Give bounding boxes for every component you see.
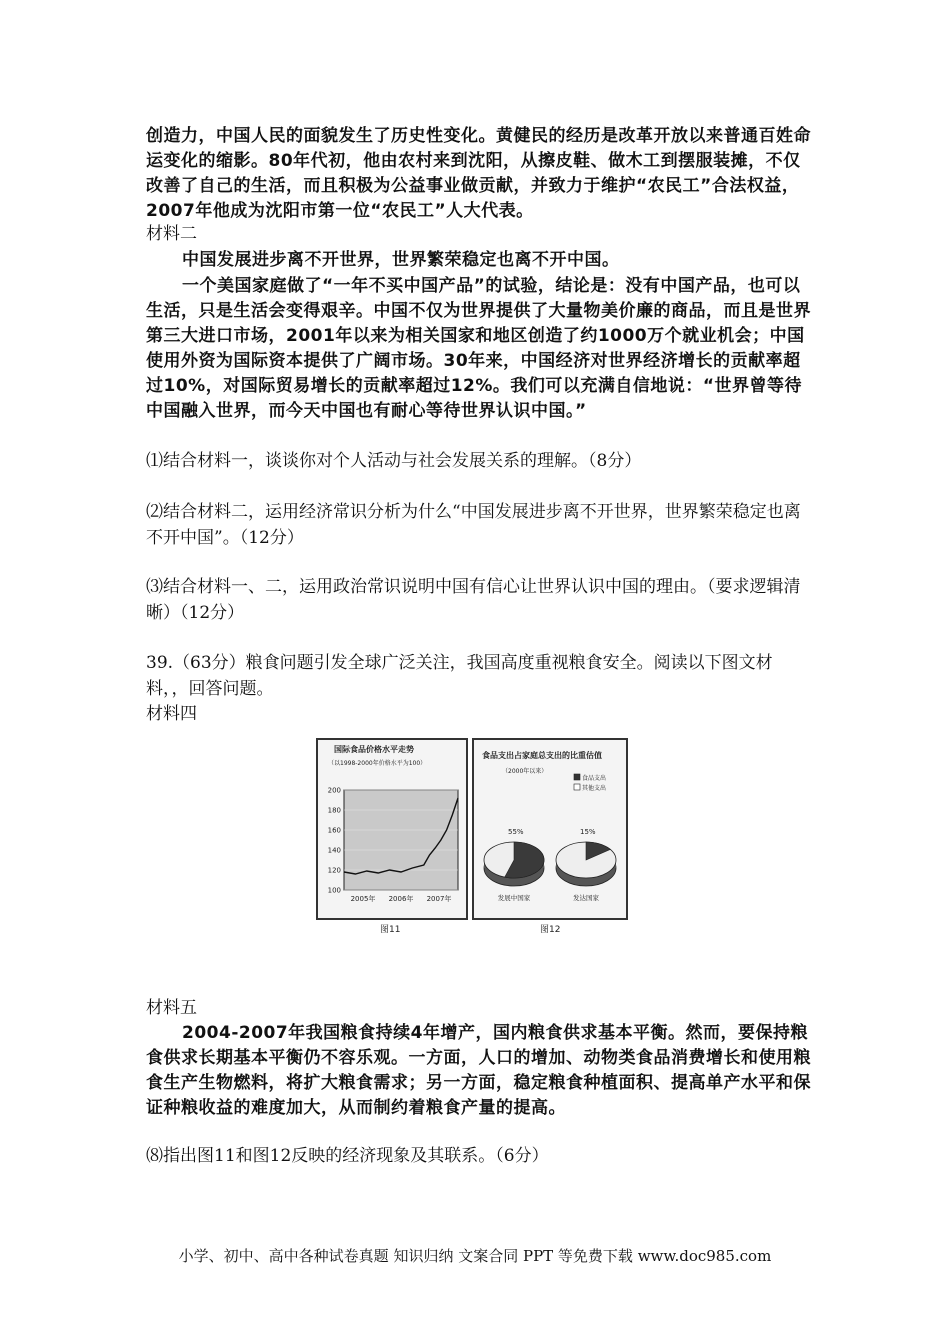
y-tick-label: 100 xyxy=(327,886,341,895)
question-1: ⑴结合材料一，谈谈你对个人活动与社会发展关系的理解。（8分） xyxy=(146,451,642,471)
legend-label: 其他支出 xyxy=(582,785,607,792)
chart-11-title: 国际食品价格水平走势 xyxy=(334,745,414,754)
y-tick-label: 200 xyxy=(327,786,341,795)
y-tick-label: 140 xyxy=(327,846,341,855)
chart-11-subtitle: （以1998-2000年价格水平为100） xyxy=(328,760,427,767)
chart-12-svg xyxy=(474,740,626,918)
material4-label: 材料四 xyxy=(146,704,197,724)
material2-label: 材料二 xyxy=(146,224,197,244)
figure-charts xyxy=(312,738,630,948)
x-tick-label: 2007年 xyxy=(426,895,452,903)
legend-swatch xyxy=(574,774,580,780)
y-tick-label: 160 xyxy=(327,826,341,835)
legend-label: 食品支出 xyxy=(582,775,607,782)
y-tick-label: 120 xyxy=(327,866,341,875)
question-2: ⑵结合材料二，运用经济常识分析为什么“中国发展进步离不开世界，世界繁荣稳定也离不开中国”。（12分） xyxy=(146,502,801,548)
page-footer: 小学、初中、高中各种试卷真题 知识归纳 文案合同 PPT 等免费下载 www.doc985.com xyxy=(178,1247,772,1265)
paragraph-material1-continued: 创造力，中国人民的面貌发生了历史性变化。黄健民的经历是改革开放以来普通百姓命运变化的缩影。80年代初，他由农村来到沈阳，从擦皮鞋、做木工到摆服装摊，不仅改善了自己的生活，而且积极为公益事业做贡献，并致力于维护“农民工”合法权益，2007年他成为沈阳市第一位“农民工”人大代表。 xyxy=(146,126,811,221)
y-tick-label: 180 xyxy=(327,806,341,815)
x-tick-label: 2006年 xyxy=(388,895,414,903)
chart-11-panel xyxy=(316,738,468,920)
chart-12-subtitle: （2000年以来） xyxy=(502,768,548,775)
chart-11-svg xyxy=(318,740,466,918)
legend-swatch xyxy=(574,784,580,790)
question-39: 39.（63分）粮食问题引发全球广泛关注，我国高度重视粮食安全。阅读以下图文材料，，回答问题。 xyxy=(146,653,773,699)
pie-category-label: 发达国家 xyxy=(573,894,599,902)
pie-value-label: 55% xyxy=(508,828,524,836)
pie-category-label: 发展中国家 xyxy=(497,894,531,902)
material5-label: 材料五 xyxy=(146,998,197,1018)
pie-value-label: 15% xyxy=(580,828,596,836)
x-tick-label: 2005年 xyxy=(350,895,376,903)
chart-11-caption: 图11 xyxy=(380,925,401,935)
material2-body: 一个美国家庭做了“一年不买中国产品”的试验，结论是：没有中国产品，也可以生活，只是生活会变得艰辛。中国不仅为世界提供了大量物美价廉的商品，而且是世界第三大进口市场，2001年以来为相关国家和地区创造了约1000万个就业机会；中国使用外资为国际资本提供了广阔市场。30年来，中国经济对世界经济增长的贡献率超过10%，对国际贸易增长的贡献率超过12%。我们可以充满自信地说：“世界曾等待中国融入世界，而今天中国也有耐心等待世界认识中国。” xyxy=(146,276,811,421)
material2-intro: 中国发展进步离不开世界，世界繁荣稳定也离不开中国。 xyxy=(182,250,620,270)
chart-12-panel xyxy=(472,738,628,920)
chart-12-title: 食品支出占家庭总支出的比重估值 xyxy=(482,751,602,760)
chart-12-caption: 图12 xyxy=(540,925,561,935)
question-3: ⑶结合材料一、二，运用政治常识说明中国有信心让世界认识中国的理由。（要求逻辑清晰）（12分） xyxy=(146,577,801,623)
material5-body: 2004-2007年我国粮食持续4年增产，国内粮食供求基本平衡。然而，要保持粮食供求长期基本平衡仍不容乐观。一方面，人口的增加、动物类食品消费增长和使用粮食生产生物燃料，将扩大粮食需求；另一方面，稳定粮食种植面积、提高单产水平和保证种粮收益的难度加大，从而制约着粮食产量的提高。 xyxy=(146,1023,811,1118)
question-8: ⑻指出图11和图12反映的经济现象及其联系。（6分） xyxy=(146,1146,549,1166)
